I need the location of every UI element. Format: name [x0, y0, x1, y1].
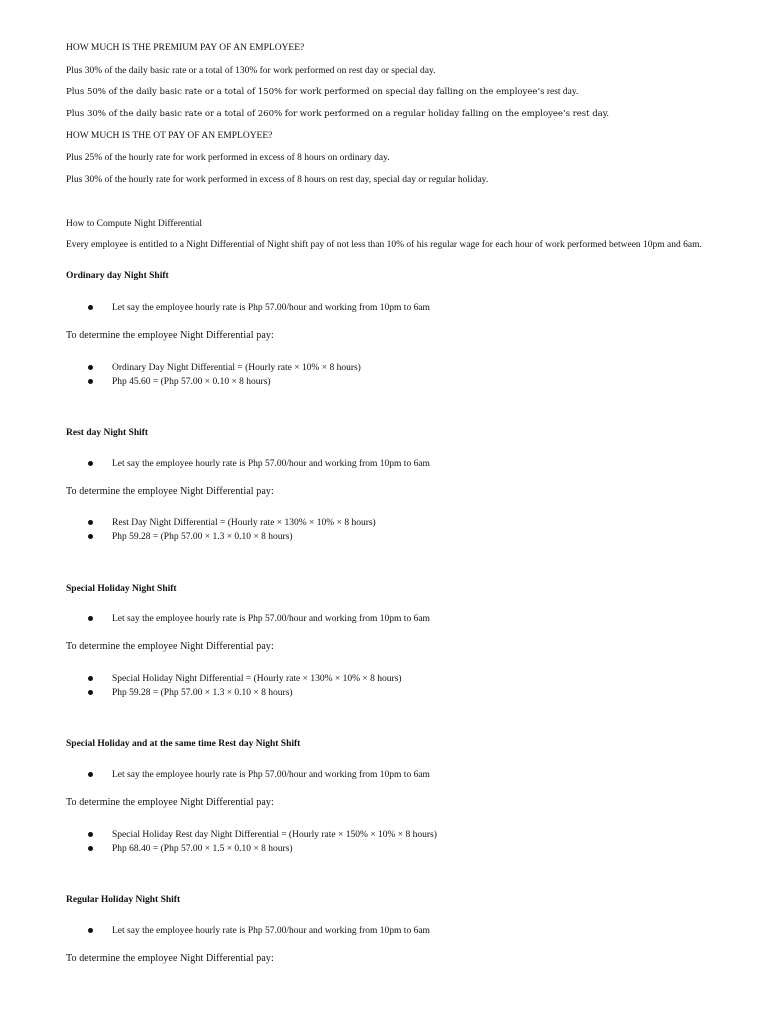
night-diff-title: How to Compute Night Differential	[66, 219, 202, 229]
section-example: Let say the employee hourly rate is Php 57.00/hour and working from 10pm to 6am	[112, 926, 430, 936]
premium-line-3: Plus 30% of the daily basic rate or a total of 260% for work performed on a regular holiday falling on the employee’s rest day.	[66, 109, 610, 119]
premium-heading: HOW MUCH IS THE PREMIUM PAY OF AN EMPLOYEE?	[66, 43, 305, 53]
bullet-icon	[88, 676, 93, 681]
section-title-special-holiday: Special Holiday Night Shift	[66, 584, 177, 594]
bullet-icon	[88, 772, 93, 777]
bullet-icon	[88, 520, 93, 525]
section-title-rest-day: Rest day Night Shift	[66, 428, 149, 438]
bullet-icon	[88, 305, 93, 310]
premium-line-1: Plus 30% of the daily basic rate or a total of 130% for work performed on rest day or special day.	[66, 66, 436, 76]
premium-line-2-main: Plus 50% of the daily basic rate or a total of 150% for work performed on special day falling on the employee’s	[66, 87, 545, 97]
section-formula: Special Holiday Night Differential = (Hourly rate × 130% × 10% × 8 hours)	[112, 674, 402, 684]
section-example: Let say the employee hourly rate is Php 57.00/hour and working from 10pm to 6am	[112, 770, 430, 780]
bullet-icon	[88, 379, 93, 384]
ot-line-2: Plus 30% of the hourly rate for work performed in excess of 8 hours on rest day, special day or regular holiday.	[66, 175, 489, 185]
bullet-icon	[88, 928, 93, 933]
section-formula: Rest Day Night Differential = (Hourly rate × 130% × 10% × 8 hours)	[112, 518, 376, 528]
section-result: Php 59.28 = (Php 57.00 × 1.3 × 0.10 × 8 hours)	[112, 532, 293, 542]
section-result: Php 68.40 = (Php 57.00 × 1.5 × 0.10 × 8 hours)	[112, 844, 293, 854]
section-formula: Special Holiday Rest day Night Differential = (Hourly rate × 150% × 10% × 8 hours)	[112, 830, 437, 840]
section-example: Let say the employee hourly rate is Php 57.00/hour and working from 10pm to 6am	[112, 459, 430, 469]
section-determine: To determine the employee Night Differential pay:	[66, 641, 274, 652]
section-result: Php 45.60 = (Php 57.00 × 0.10 × 8 hours)	[112, 377, 271, 387]
bullet-icon	[88, 846, 93, 851]
bullet-icon	[88, 690, 93, 695]
bullet-icon	[88, 461, 93, 466]
section-formula: Ordinary Day Night Differential = (Hourly rate × 10% × 8 hours)	[112, 363, 361, 373]
bullet-icon	[88, 534, 93, 539]
section-determine: To determine the employee Night Differential pay:	[66, 953, 274, 964]
bullet-icon	[88, 365, 93, 370]
section-example: Let say the employee hourly rate is Php 57.00/hour and working from 10pm to 6am	[112, 303, 430, 313]
section-title-ordinary-day: Ordinary day Night Shift	[66, 271, 169, 281]
bullet-icon	[88, 616, 93, 621]
ot-heading: HOW MUCH IS THE OT PAY OF AN EMPLOYEE?	[66, 131, 273, 141]
section-determine: To determine the employee Night Differential pay:	[66, 797, 274, 808]
bullet-icon	[88, 832, 93, 837]
section-determine: To determine the employee Night Differential pay:	[66, 486, 274, 497]
section-title-special-holiday-rest-day: Special Holiday and at the same time Rest day Night Shift	[66, 739, 301, 749]
ot-line-1: Plus 25% of the hourly rate for work performed in excess of 8 hours on ordinary day.	[66, 153, 390, 163]
section-determine: To determine the employee Night Differential pay:	[66, 330, 274, 341]
section-result: Php 59.28 = (Php 57.00 × 1.3 × 0.10 × 8 hours)	[112, 688, 293, 698]
section-example: Let say the employee hourly rate is Php 57.00/hour and working from 10pm to 6am	[112, 614, 430, 624]
night-diff-intro: Every employee is entitled to a Night Differential of Night shift pay of not less than 10% of his regular wage for each hour of work performed between 10pm and 6am.	[66, 240, 702, 250]
premium-line-2-tail: rest day.	[546, 87, 579, 97]
section-title-regular-holiday: Regular Holiday Night Shift	[66, 895, 181, 905]
premium-line-2	[66, 86, 578, 98]
